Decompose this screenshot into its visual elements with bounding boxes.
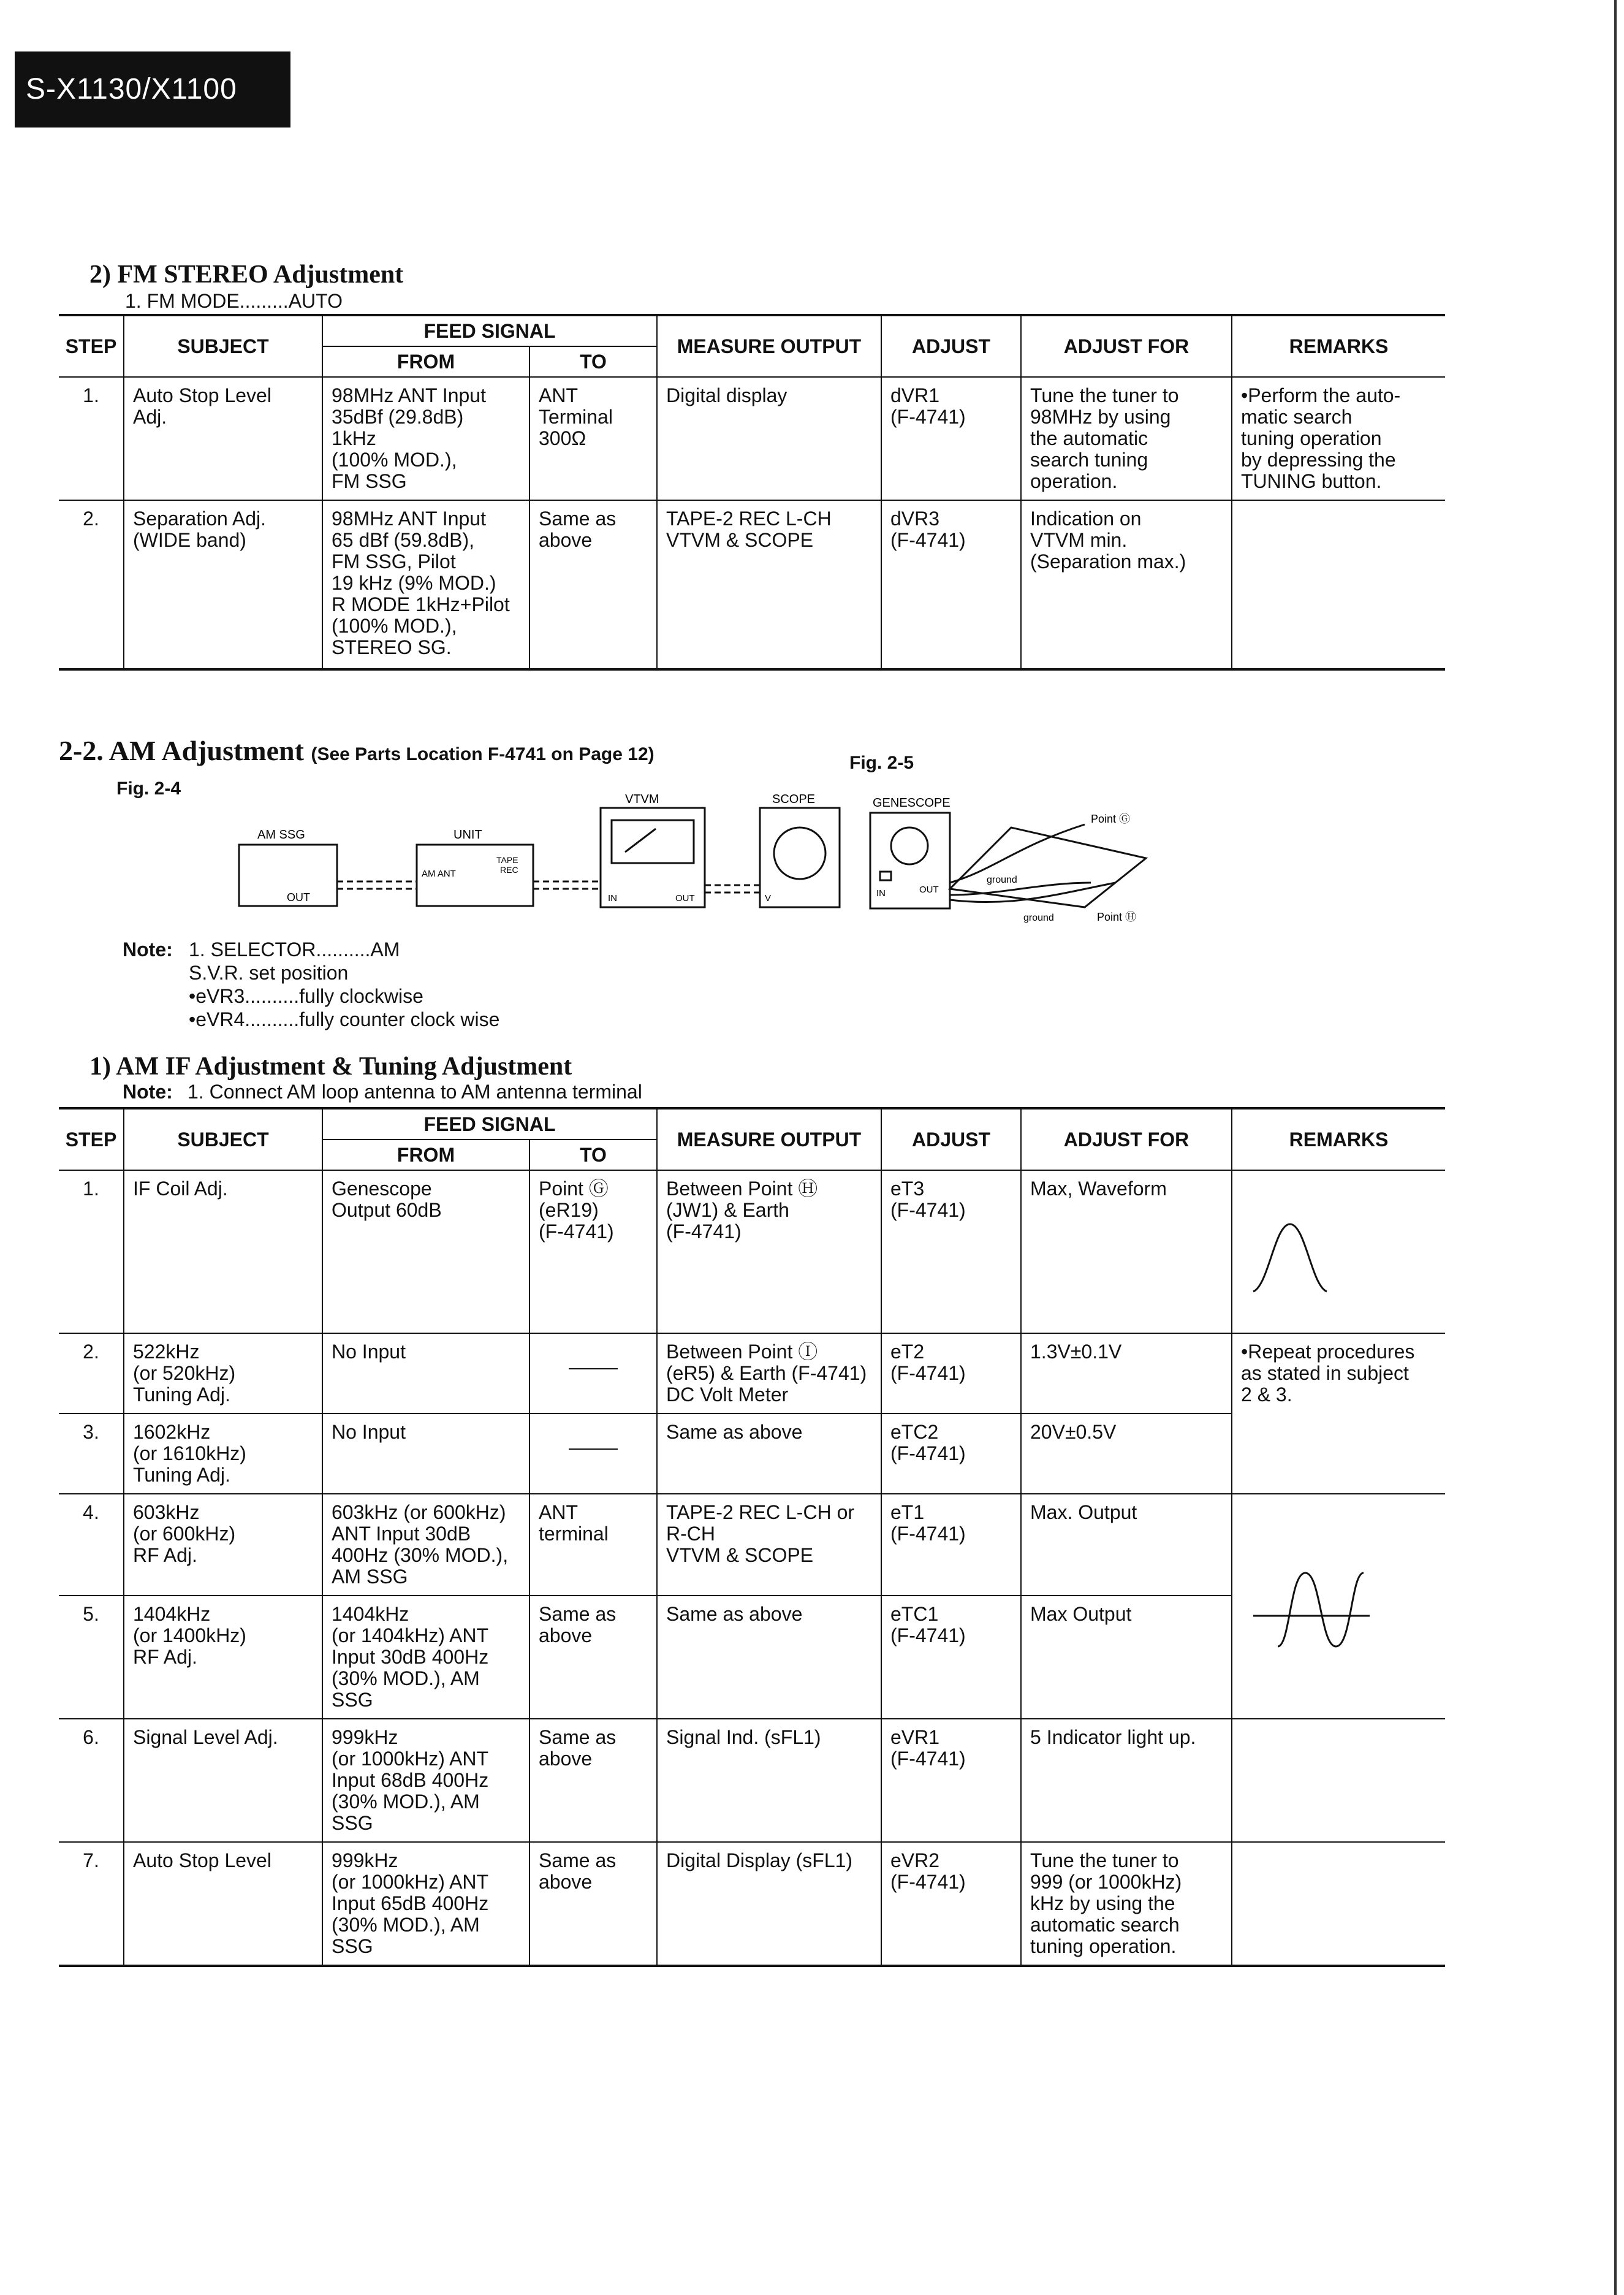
cell-measure: Signal Ind. (sFL1) — [657, 1719, 881, 1842]
table-row — [59, 1414, 1445, 1494]
label-am-ant: AM ANT — [422, 869, 456, 879]
col-from: FROM — [322, 346, 529, 377]
table-row — [59, 1170, 1445, 1333]
label-am-ssg: AM SSG — [257, 828, 305, 842]
label-ground-1: ground — [987, 875, 1017, 885]
label-vtvm: VTVM — [625, 793, 659, 806]
col-subject: SUBJECT — [124, 315, 322, 377]
fm-mode-note: 1. FM MODE.........AUTO — [125, 290, 343, 312]
label-point-g: Point Ⓖ — [1091, 813, 1131, 825]
cell-adjust: eVR2 (F-4741) — [881, 1842, 1021, 1966]
cell-remarks — [1232, 1414, 1445, 1494]
cell-adjust: eT2 (F-4741) — [881, 1333, 1021, 1414]
cell-adjust-for: 20V±0.5V — [1021, 1414, 1232, 1494]
am-note-2: S.V.R. set position — [189, 962, 349, 984]
cell-remarks — [1232, 1719, 1445, 1842]
fm-stereo-table — [59, 314, 1445, 671]
cell-subject: Auto Stop Level — [124, 1842, 322, 1966]
am-note-4: •eVR4..........fully counter clock wise — [189, 1008, 500, 1030]
cell-adjust-for: Indication on VTVM min. (Separation max.) — [1021, 500, 1232, 669]
sine-waveform-icon — [1241, 1555, 1388, 1659]
cell-subject: Signal Level Adj. — [124, 1719, 322, 1842]
label-genescope-in: IN — [876, 888, 886, 899]
peak-waveform-icon — [1241, 1200, 1339, 1304]
cell-to — [529, 1414, 657, 1494]
table-row — [59, 1494, 1445, 1596]
label-scope-v: V — [765, 893, 772, 904]
cell-from: 999kHz (or 1000kHz) ANT Input 65dB 400Hz (30% MOD.), AM SSG — [322, 1842, 529, 1966]
col-measure-output: MEASURE OUTPUT — [657, 1108, 881, 1170]
dash-mark — [569, 1368, 618, 1369]
cell-adjust-for: Tune the tuner to 999 (or 1000kHz) kHz by using the automatic search tuning operation. — [1021, 1842, 1232, 1966]
cell-remarks-waveform-peak — [1232, 1170, 1445, 1333]
fm-stereo-title: 2) FM STEREO Adjustment — [89, 261, 404, 289]
table-row — [59, 1719, 1445, 1842]
cell-step: 3. — [59, 1414, 124, 1494]
am-section-title-text: 2-2. AM Adjustment — [59, 735, 304, 766]
cell-adjust-for: 5 Indicator light up. — [1021, 1719, 1232, 1842]
fig-2-5-label: Fig. 2-5 — [849, 753, 914, 773]
cell-to: Same as above — [529, 1719, 657, 1842]
cell-from: 603kHz (or 600kHz) ANT Input 30dB 400Hz (30% MOD.), AM SSG — [322, 1494, 529, 1596]
dash-mark — [569, 1448, 618, 1450]
label-tape: TAPE — [496, 855, 518, 865]
cell-remarks: •Perform the auto- matic search tuning operation by depressing the TUNING button. — [1232, 377, 1445, 500]
cell-subject: IF Coil Adj. — [124, 1170, 322, 1333]
cell-from: No Input — [322, 1333, 529, 1414]
table-row — [59, 500, 1445, 669]
cell-step: 5. — [59, 1596, 124, 1719]
table-row — [59, 1333, 1445, 1414]
col-feed-signal: FEED SIGNAL — [322, 315, 657, 346]
cell-to: Point Ⓖ (eR19) (F-4741) — [529, 1170, 657, 1333]
cell-adjust-for: 1.3V±0.1V — [1021, 1333, 1232, 1414]
cell-adjust: eTC1 (F-4741) — [881, 1596, 1021, 1719]
table-row — [59, 377, 1445, 500]
fig-2-5-diagram — [858, 791, 1164, 926]
cell-to: ANT terminal — [529, 1494, 657, 1596]
col-subject: SUBJECT — [124, 1108, 322, 1170]
cell-step: 1. — [59, 1170, 124, 1333]
am-note-1: 1. SELECTOR..........AM — [189, 938, 400, 961]
cell-from: 98MHz ANT Input 65 dBf (59.8dB), FM SSG, Pilot 19 kHz (9% MOD.) R MODE 1kHz+Pilot (100% MOD.), STEREO SG. — [322, 500, 529, 669]
cell-adjust: eT3 (F-4741) — [881, 1170, 1021, 1333]
col-remarks: REMARKS — [1232, 315, 1445, 377]
cell-adjust-for: Max Output — [1021, 1596, 1232, 1719]
cell-measure: Same as above — [657, 1596, 881, 1719]
cell-measure: Same as above — [657, 1414, 881, 1494]
cell-from: 98MHz ANT Input 35dBf (29.8dB) 1kHz (100% MOD.), FM SSG — [322, 377, 529, 500]
label-genescope-out: OUT — [919, 885, 939, 895]
col-adjust: ADJUST — [881, 315, 1021, 377]
col-from: FROM — [322, 1140, 529, 1170]
label-unit: UNIT — [453, 828, 482, 842]
am-if-title: 1) AM IF Adjustment & Tuning Adjustment — [89, 1052, 572, 1081]
cell-subject: 603kHz (or 600kHz) RF Adj. — [124, 1494, 322, 1596]
cell-adjust-for: Max, Waveform — [1021, 1170, 1232, 1333]
cell-subject: 1404kHz (or 1400kHz) RF Adj. — [124, 1596, 322, 1719]
label-scope: SCOPE — [772, 793, 816, 806]
cell-to: Same as above — [529, 1842, 657, 1966]
cell-remarks — [1232, 500, 1445, 669]
am-if-table — [59, 1107, 1445, 1967]
col-step: STEP — [59, 315, 124, 377]
label-genescope: GENESCOPE — [873, 796, 950, 810]
label-am-ssg-out: OUT — [287, 891, 310, 904]
cell-subject: Separation Adj. (WIDE band) — [124, 500, 322, 669]
am-note-3: •eVR3..........fully clockwise — [189, 985, 423, 1007]
col-to: TO — [529, 1140, 657, 1170]
label-ground-2: ground — [1023, 913, 1054, 923]
cell-to: Same as above — [529, 500, 657, 669]
col-adjust-for: ADJUST FOR — [1021, 1108, 1232, 1170]
cell-adjust: dVR3 (F-4741) — [881, 500, 1021, 669]
fig-2-4-diagram — [233, 791, 846, 926]
cell-subject: 1602kHz (or 1610kHz) Tuning Adj. — [124, 1414, 322, 1494]
am-section-ref: (See Parts Location F-4741 on Page 12) — [311, 744, 655, 764]
cell-to — [529, 1333, 657, 1414]
label-point-h: Point Ⓗ — [1097, 911, 1137, 923]
cell-adjust: eTC2 (F-4741) — [881, 1414, 1021, 1494]
fig-2-4-label: Fig. 2-4 — [116, 778, 181, 799]
am-if-note: 1. Connect AM loop antenna to AM antenna terminal — [188, 1081, 642, 1103]
cell-adjust: eT1 (F-4741) — [881, 1494, 1021, 1596]
cell-from: 1404kHz (or 1404kHz) ANT Input 30dB 400Hz (30% MOD.), AM SSG — [322, 1596, 529, 1719]
cell-from: 999kHz (or 1000kHz) ANT Input 68dB 400Hz (30% MOD.), AM SSG — [322, 1719, 529, 1842]
cell-measure: Digital Display (sFL1) — [657, 1842, 881, 1966]
cell-subject: 522kHz (or 520kHz) Tuning Adj. — [124, 1333, 322, 1414]
cell-step: 7. — [59, 1842, 124, 1966]
cell-subject: Auto Stop Level Adj. — [124, 377, 322, 500]
label-vtvm-out: OUT — [675, 893, 695, 904]
col-to: TO — [529, 346, 657, 377]
cell-from: No Input — [322, 1414, 529, 1494]
cell-step: 1. — [59, 377, 124, 500]
cell-remarks-waveform-sine — [1232, 1494, 1445, 1719]
am-section-title — [59, 734, 655, 767]
cell-measure: Between Point Ⓗ (JW1) & Earth (F-4741) — [657, 1170, 881, 1333]
am-if-note-label: Note: — [123, 1081, 173, 1103]
cell-remarks: •Repeat procedures as stated in subject 2 & 3. — [1232, 1333, 1445, 1414]
cell-remarks — [1232, 1842, 1445, 1966]
col-adjust: ADJUST — [881, 1108, 1021, 1170]
col-feed-signal: FEED SIGNAL — [322, 1108, 657, 1140]
model-tag: S-X1130/X1100 — [15, 51, 290, 128]
col-step: STEP — [59, 1108, 124, 1170]
cell-from: Genescope Output 60dB — [322, 1170, 529, 1333]
col-measure-output: MEASURE OUTPUT — [657, 315, 881, 377]
cell-step: 2. — [59, 1333, 124, 1414]
am-note-label: Note: — [123, 938, 173, 961]
label-vtvm-in: IN — [608, 893, 617, 904]
cell-to: ANT Terminal 300Ω — [529, 377, 657, 500]
page-edge-rule — [1614, 0, 1617, 2295]
table-row — [59, 1842, 1445, 1966]
cell-step: 4. — [59, 1494, 124, 1596]
cell-measure: TAPE-2 REC L-CH VTVM & SCOPE — [657, 500, 881, 669]
cell-to: Same as above — [529, 1596, 657, 1719]
cell-step: 6. — [59, 1719, 124, 1842]
col-remarks: REMARKS — [1232, 1108, 1445, 1170]
cell-step: 2. — [59, 500, 124, 669]
cell-adjust-for: Max. Output — [1021, 1494, 1232, 1596]
cell-adjust: dVR1 (F-4741) — [881, 377, 1021, 500]
cell-measure: Between Point Ⓘ (eR5) & Earth (F-4741) DC Volt Meter — [657, 1333, 881, 1414]
cell-measure: Digital display — [657, 377, 881, 500]
cell-adjust-for: Tune the tuner to 98MHz by using the automatic search tuning operation. — [1021, 377, 1232, 500]
cell-adjust: eVR1 (F-4741) — [881, 1719, 1021, 1842]
col-adjust-for: ADJUST FOR — [1021, 315, 1232, 377]
cell-measure: TAPE-2 REC L-CH or R-CH VTVM & SCOPE — [657, 1494, 881, 1596]
label-rec: REC — [500, 865, 518, 875]
